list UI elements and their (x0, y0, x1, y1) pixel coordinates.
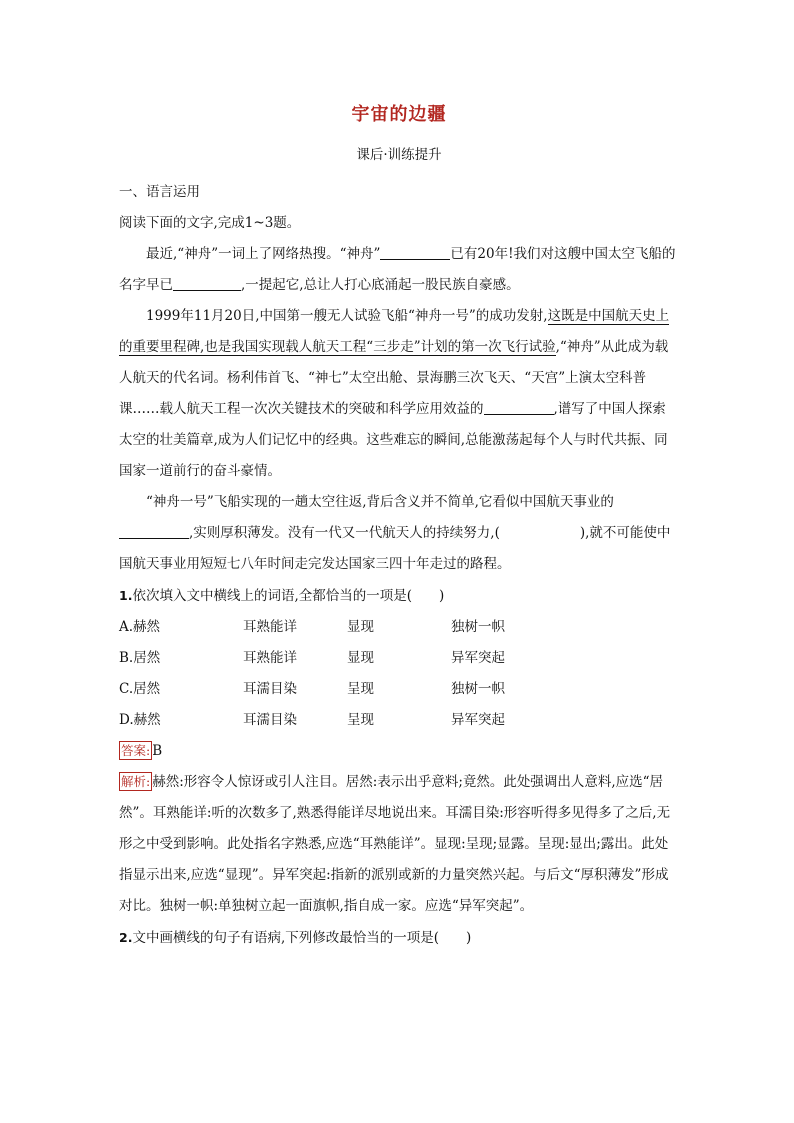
option-b (119, 643, 679, 674)
paragraph-2 (119, 301, 679, 487)
underlined-sentence: 这既是中国航天史上的重要里程碑,也是我国实现载人航天工程“三步走”计划的第一次飞行试验 (119, 308, 670, 355)
option-a-word-3: 独树一帜 (451, 619, 505, 635)
paragraph-3-part-b: ,实则厚积薄发。没有一代又一代航天人的持续努力,( (189, 525, 500, 541)
paragraph-3-part-a: “神舟一号”飞船实现的一趟太空往返,背后含义并不简单,它看似中国航天事业的 (146, 494, 614, 510)
page-title: 宇宙的边疆 (351, 104, 447, 125)
option-d-label: D.赫然 (119, 712, 161, 728)
option-b-word-1: 耳熟能详 (243, 650, 297, 666)
analysis-text: 赫然:形容令人惊讶或引人注目。居然:表示出乎意料;竟然。此处强调出人意料,应选“居然”。耳熟能详:听的次数多了,熟悉得能详尽地说出来。耳濡目染:形容听得多见得多了之后,无形之中受到影响。此处指名字熟悉,应选“耳熟能详”。显现:呈现;显露。呈现:显出;露出。此处指显示出来,应选“显现”。异军突起:指新的派别或新的力量突然兴起。与后文“厚积薄发”形成对比。独树一帜:单独树立起一面旗帜,指自成一家。应选“异军突起”。 (119, 774, 671, 914)
option-c-word-3: 独树一帜 (451, 681, 505, 697)
question-2 (119, 922, 679, 954)
fill-blank-3 (484, 399, 554, 415)
option-a (119, 612, 679, 643)
analysis-block (119, 767, 679, 922)
question-1 (119, 580, 679, 612)
paragraph-1-part-c: ,一提起它,总让人打心底涌起一股民族自豪感。 (241, 277, 520, 293)
option-a-word-2: 显现 (347, 619, 374, 635)
question-1-text: 依次填入文中横线上的词语,全都恰当的一项是( ) (132, 588, 445, 604)
answer-line (119, 736, 679, 767)
question-2-text: 文中画横线的句子有语病,下列修改最恰当的一项是( ) (132, 930, 472, 946)
option-b-word-2: 显现 (347, 650, 374, 666)
option-b-label: B.居然 (119, 650, 161, 666)
question-1-number: 1. (119, 588, 133, 603)
option-c-word-1: 耳濡目染 (243, 681, 297, 697)
option-d-word-3: 异军突起 (451, 712, 505, 728)
fill-blank-2 (173, 275, 241, 291)
instruction-text: 阅读下面的文字,完成1~3题。 (119, 215, 301, 231)
analysis-tag: 解析: (121, 774, 151, 789)
option-b-word-3: 异军突起 (451, 650, 505, 666)
option-d-word-2: 呈现 (347, 712, 374, 728)
answer-value: B (152, 743, 163, 759)
paragraph-3 (119, 487, 679, 580)
paragraph-2-part-b: ,“神舟”从此成为载人航天的代名词。杨利伟首飞、“神七”太空出舱、景海鹏三次飞天、“天宫”上演太空科普课……载人航天工程一次次关键技术的突破和科学应用效益的 (119, 339, 669, 417)
fill-blank-1 (380, 244, 450, 260)
option-d (119, 705, 679, 736)
option-c-label: C.居然 (119, 681, 161, 697)
fill-blank-4 (119, 523, 189, 539)
document-page (119, 100, 679, 954)
paragraph-2-part-a: 1999年11月20日,中国第一艘无人试验飞船“神舟一号”的成功发射, (146, 308, 548, 324)
section-heading: 一、语言运用 (119, 184, 200, 200)
option-a-label: A.赫然 (119, 619, 161, 635)
option-c-word-2: 呈现 (347, 681, 374, 697)
option-d-word-1: 耳濡目染 (243, 712, 297, 728)
option-c (119, 674, 679, 705)
paragraph-1-part-b: 已有20年!我们对这艘中国太空飞船的名字早已 (119, 246, 676, 293)
question-2-number: 2. (119, 930, 133, 945)
option-a-word-1: 耳熟能详 (243, 619, 297, 635)
answer-tag: 答案: (121, 743, 151, 758)
paragraph-1-part-a: 最近,“神舟”一词上了网络热搜。“神舟” (146, 246, 381, 262)
paragraph-1 (119, 239, 679, 301)
paragraph-2-part-c: ,谱写了中国人探索太空的壮美篇章,成为人们记忆中的经典。这些难忘的瞬间,总能激荡起每个人与时代共振、同国家一道前行的奋斗豪情。 (119, 401, 668, 479)
page-subtitle: 课后·训练提升 (356, 147, 442, 163)
paragraph-3-part-c: ),就不可能使中国航天事业用短短七八年时间走完发达国家三四十年走过的路程。 (119, 525, 671, 572)
